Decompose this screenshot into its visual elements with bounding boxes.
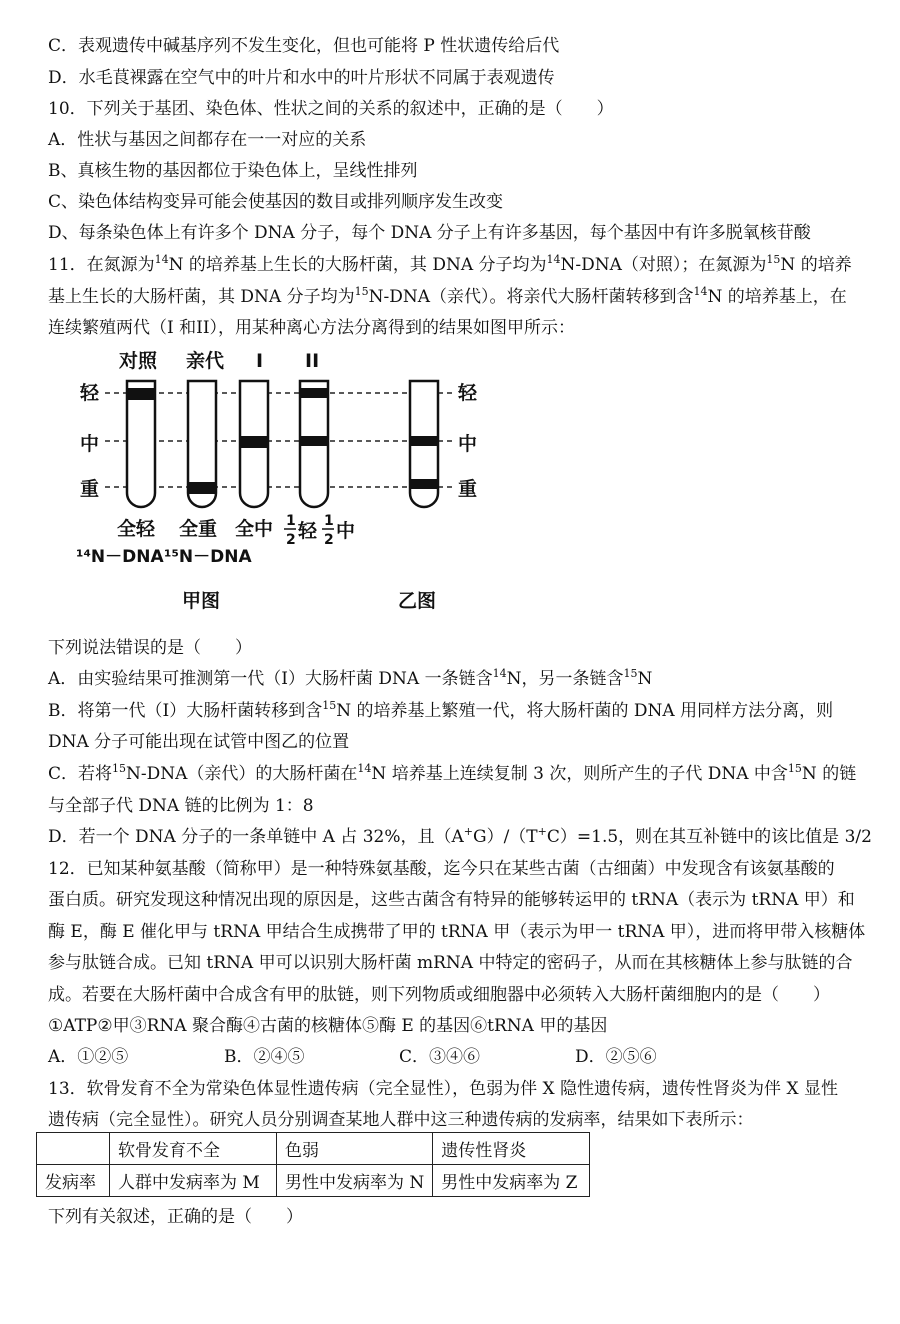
question-12-line5: 成。若要在大肠杆菌中合成含有甲的肽链，则下列物质或细胞器中必须转入大肠杆菌细胞内的是（ ） xyxy=(48,985,830,1005)
q12-option-c: C．③④⑥ xyxy=(399,1047,481,1067)
q12-option-b: B．②④⑤ xyxy=(224,1047,305,1067)
question-11-line3: 连续繁殖两代（I 和II），用某种离心方法分离得到的结果如图甲所示： xyxy=(48,318,576,338)
bottom-label-all-heavy: 全重 xyxy=(179,518,218,540)
left-label-mid: 中 xyxy=(80,433,100,455)
question-13-line1: 13．软骨发育不全为常染色体显性遗传病（完全显性），色弱为伴 X 隐性遗传病，遗传性肾炎为伴 X 显性 xyxy=(48,1079,838,1099)
question-12-line2: 蛋白质。研究发现这种情况出现的原因是，这些古菌含有特异的能够转运甲的 tRNA（表示为 tRNA 甲）和 xyxy=(48,890,855,910)
q10-option-a: A．性状与基因之间都存在一一对应的关系 xyxy=(48,130,367,150)
question-12-line4: 参与肽链合成。已知 tRNA 甲可以识别大肠杆菌 mRNA 中特定的密码子，从而在其核糖体上参与肽链的合 xyxy=(48,953,853,973)
caption-yi: 乙图 xyxy=(398,590,437,612)
q11-option-d: D．若一个 DNA 分子的一条单链中 A 占 32%，且（A+G）/（T+C）=1.5，则在其互补链中的该比值是 3/2 xyxy=(48,825,872,847)
table-row xyxy=(37,1165,590,1197)
half-den-1: 2 xyxy=(286,532,296,548)
band-gen2-mid xyxy=(300,436,328,446)
q12-option-d: D．②⑤⑥ xyxy=(575,1047,657,1067)
table-header-row xyxy=(37,1133,590,1165)
table-cell: 男性中发病率为 N xyxy=(277,1165,433,1197)
band-gen1-mid xyxy=(240,436,268,448)
right-label-light: 轻 xyxy=(458,382,478,404)
question-13-line2: 遗传病（完全显性）。研究人员分别调查某地人群中这三种遗传病的发病率，结果如下表所示： xyxy=(48,1110,754,1130)
half-light-label: 轻 xyxy=(298,520,318,542)
option-c-line: C．表观遗传中碱基序列不发生变化，但也可能将 P 性状遗传给后代 xyxy=(48,36,560,56)
half-num-2: 1 xyxy=(324,513,334,529)
right-label-heavy: 重 xyxy=(458,478,478,500)
band-gen2-light xyxy=(300,388,328,398)
sub-label-14n: ¹⁴N－DNA xyxy=(76,547,164,567)
option-d-line: D．水毛茛裸露在空气中的叶片和水中的叶片形状不同属于表观遗传 xyxy=(48,68,555,88)
label-gen2: II xyxy=(305,350,320,372)
left-label-light: 轻 xyxy=(80,382,100,404)
table-header-cell xyxy=(37,1133,110,1165)
q10-option-b: B、真核生物的基因都位于染色体上，呈线性排列 xyxy=(48,161,418,181)
label-gen1: I xyxy=(256,350,264,372)
table-header-cell: 软骨发育不全 xyxy=(110,1133,277,1165)
q11-option-a: A．由实验结果可推测第一代（I）大肠杆菌 DNA 一条链含$^{14}$N，另一条链含$^{15}$N xyxy=(48,667,653,689)
centrifuge-figure xyxy=(60,345,500,625)
q11-ask: 下列说法错误的是（ ） xyxy=(48,638,252,658)
q11-option-b-cont: DNA 分子可能出现在试管中图乙的位置 xyxy=(48,732,350,752)
q12-option-a: A．①②⑤ xyxy=(48,1047,129,1067)
label-parent: 亲代 xyxy=(186,350,225,372)
caption-jia: 甲图 xyxy=(182,590,221,612)
q11-option-c: C．若将$^{15}$N-DNA（亲代）的大肠杆菌在$^{14}$N 培养基上连续复制 3 次，则所产生的子代 DNA 中含$^{15}$N 的链 xyxy=(48,762,857,784)
table-header-cell: 遗传性肾炎 xyxy=(433,1133,590,1165)
q11-option-b: B．将第一代（I）大肠杆菌转移到含$^{15}$N 的培养基上繁殖一代，将大肠杆菌的 DNA 用同样方法分离，则 xyxy=(48,699,834,721)
label-control: 对照 xyxy=(119,350,158,372)
question-11-line1: 11．在氮源为$^{14}$N 的培养基上生长的大肠杆菌，其 DNA 分子均为$^{14}$N-DNA（对照）；在氮源为$^{15}$N 的培养 xyxy=(48,253,852,275)
right-label-mid: 中 xyxy=(458,433,478,455)
half-num-1: 1 xyxy=(286,513,296,529)
table-cell: 男性中发病率为 Z xyxy=(433,1165,590,1197)
band-control-light xyxy=(127,388,155,400)
bottom-label-all-light: 全轻 xyxy=(117,518,156,540)
band-b-heavy xyxy=(410,479,438,489)
q10-option-c: C、染色体结构变异可能会使基因的数目或排列顺序发生改变 xyxy=(48,192,504,212)
bottom-label-all-mid: 全中 xyxy=(235,518,274,540)
q11-option-c-cont: 与全部子代 DNA 链的比例为 1：8 xyxy=(48,796,314,816)
question-10: 10．下列关于基团、染色体、性状之间的关系的叙述中，正确的是（ ） xyxy=(48,99,614,119)
left-label-heavy: 重 xyxy=(80,478,100,500)
band-parent-heavy xyxy=(188,482,216,494)
sub-label-15n: ¹⁵N－DNA xyxy=(164,547,252,567)
q10-option-d: D、每条染色体上有许多个 DNA 分子，每个 DNA 分子上有许多基因，每个基因中有许多脱氧核苷酸 xyxy=(48,223,811,243)
incidence-table xyxy=(36,1132,590,1197)
question-12-line3: 酶 E，酶 E 催化甲与 tRNA 甲结合生成携带了甲的 tRNA 甲（表示为甲一 tRNA 甲），进而将甲带入核糖体 xyxy=(48,922,866,942)
q13-ask: 下列有关叙述，正确的是（ ） xyxy=(48,1207,303,1227)
band-b-mid xyxy=(410,436,438,446)
question-12-line1: 12．已知某种氨基酸（简称甲）是一种特殊氨基酸，迄今只在某些古菌（古细菌）中发现含有该氨基酸的 xyxy=(48,859,835,879)
table-row-label: 发病率 xyxy=(37,1165,110,1197)
table-cell: 人群中发病率为 M xyxy=(110,1165,277,1197)
table-header-cell: 色弱 xyxy=(277,1133,433,1165)
half-mid-label: 中 xyxy=(336,520,356,542)
question-12-items: ①ATP②甲③RNA 聚合酶④古菌的核糖体⑤酶 E 的基因⑥tRNA 甲的基因 xyxy=(48,1016,608,1036)
half-den-2: 2 xyxy=(324,532,334,548)
question-11-line2: 基上生长的大肠杆菌，其 DNA 分子均为$^{15}$N-DNA（亲代）。将亲代大肠杆菌转移到含$^{14}$N 的培养基上，在 xyxy=(48,285,847,307)
